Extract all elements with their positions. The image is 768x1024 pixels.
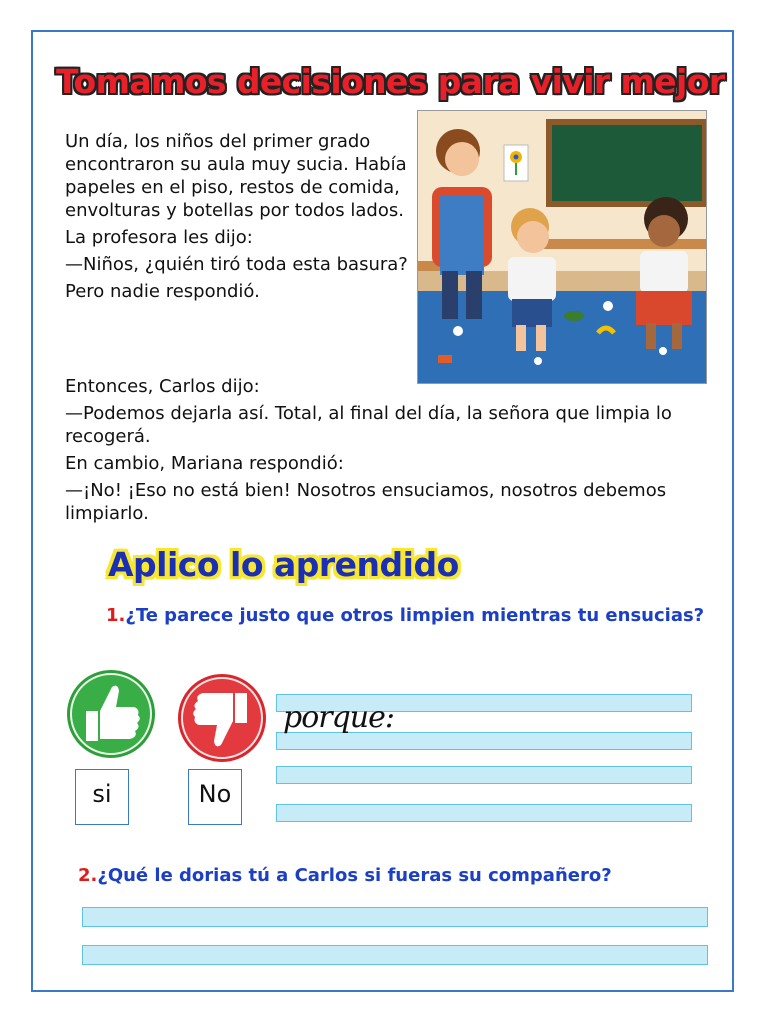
thumbs-down-svg <box>175 671 269 765</box>
question-2 <box>78 865 718 887</box>
answer-line-band <box>82 907 708 927</box>
section-title: Aplico lo aprendido <box>108 545 459 584</box>
story-text-bottom <box>65 375 705 529</box>
question-1-number: 1. <box>106 605 126 626</box>
classroom-illustration-svg <box>418 111 707 384</box>
story-paragraph-6: —Podemos dejarla así. Total, al final del día, la señora que limpia lo recogerá. <box>65 403 672 447</box>
classroom-illustration <box>417 110 707 384</box>
story-paragraph-8: —¡No! ¡Eso no está bien! Nosotros ensuciamos, nosotros debemos limpiarlo. <box>65 480 667 524</box>
option-no-box[interactable]: No <box>188 769 242 825</box>
answer-line-band <box>276 804 692 822</box>
thumbs-up-icon[interactable] <box>64 667 158 761</box>
story-text-top <box>65 130 410 307</box>
answer-lines-2[interactable] <box>276 766 692 822</box>
answer-line-band <box>276 766 692 784</box>
story-paragraph-1: Un día, los niños del primer grado encontraron su aula muy sucia. Había papeles en el piso, restos de comida, envolturas y botellas por todos lados. <box>65 131 407 221</box>
thumbs-down-icon[interactable] <box>175 671 269 765</box>
question-1-text: ¿Te parece justo que otros limpien mientras tu ensucias? <box>125 605 705 626</box>
story-paragraph-7: En cambio, Mariana respondió: <box>65 453 344 474</box>
option-yes-box[interactable]: si <box>75 769 129 825</box>
story-paragraph-5: Entonces, Carlos dijo: <box>65 376 260 397</box>
question-2-number: 2. <box>78 865 98 886</box>
answer-hint-porque: porque: <box>283 700 394 735</box>
thumbs-up-svg <box>64 667 158 761</box>
question-1 <box>106 605 706 627</box>
answer-line-band <box>82 945 708 965</box>
worksheet-title: Tomamos decisiones para vivir mejor <box>56 62 725 101</box>
question-2-text: ¿Qué le dorias tú a Carlos si fueras su compañero? <box>97 865 612 886</box>
story-paragraph-3: —Niños, ¿quién tiró toda esta basura? <box>65 254 408 275</box>
story-paragraph-4: Pero nadie respondió. <box>65 281 260 302</box>
story-paragraph-2: La profesora les dijo: <box>65 227 253 248</box>
answer-lines-3[interactable] <box>82 907 708 965</box>
